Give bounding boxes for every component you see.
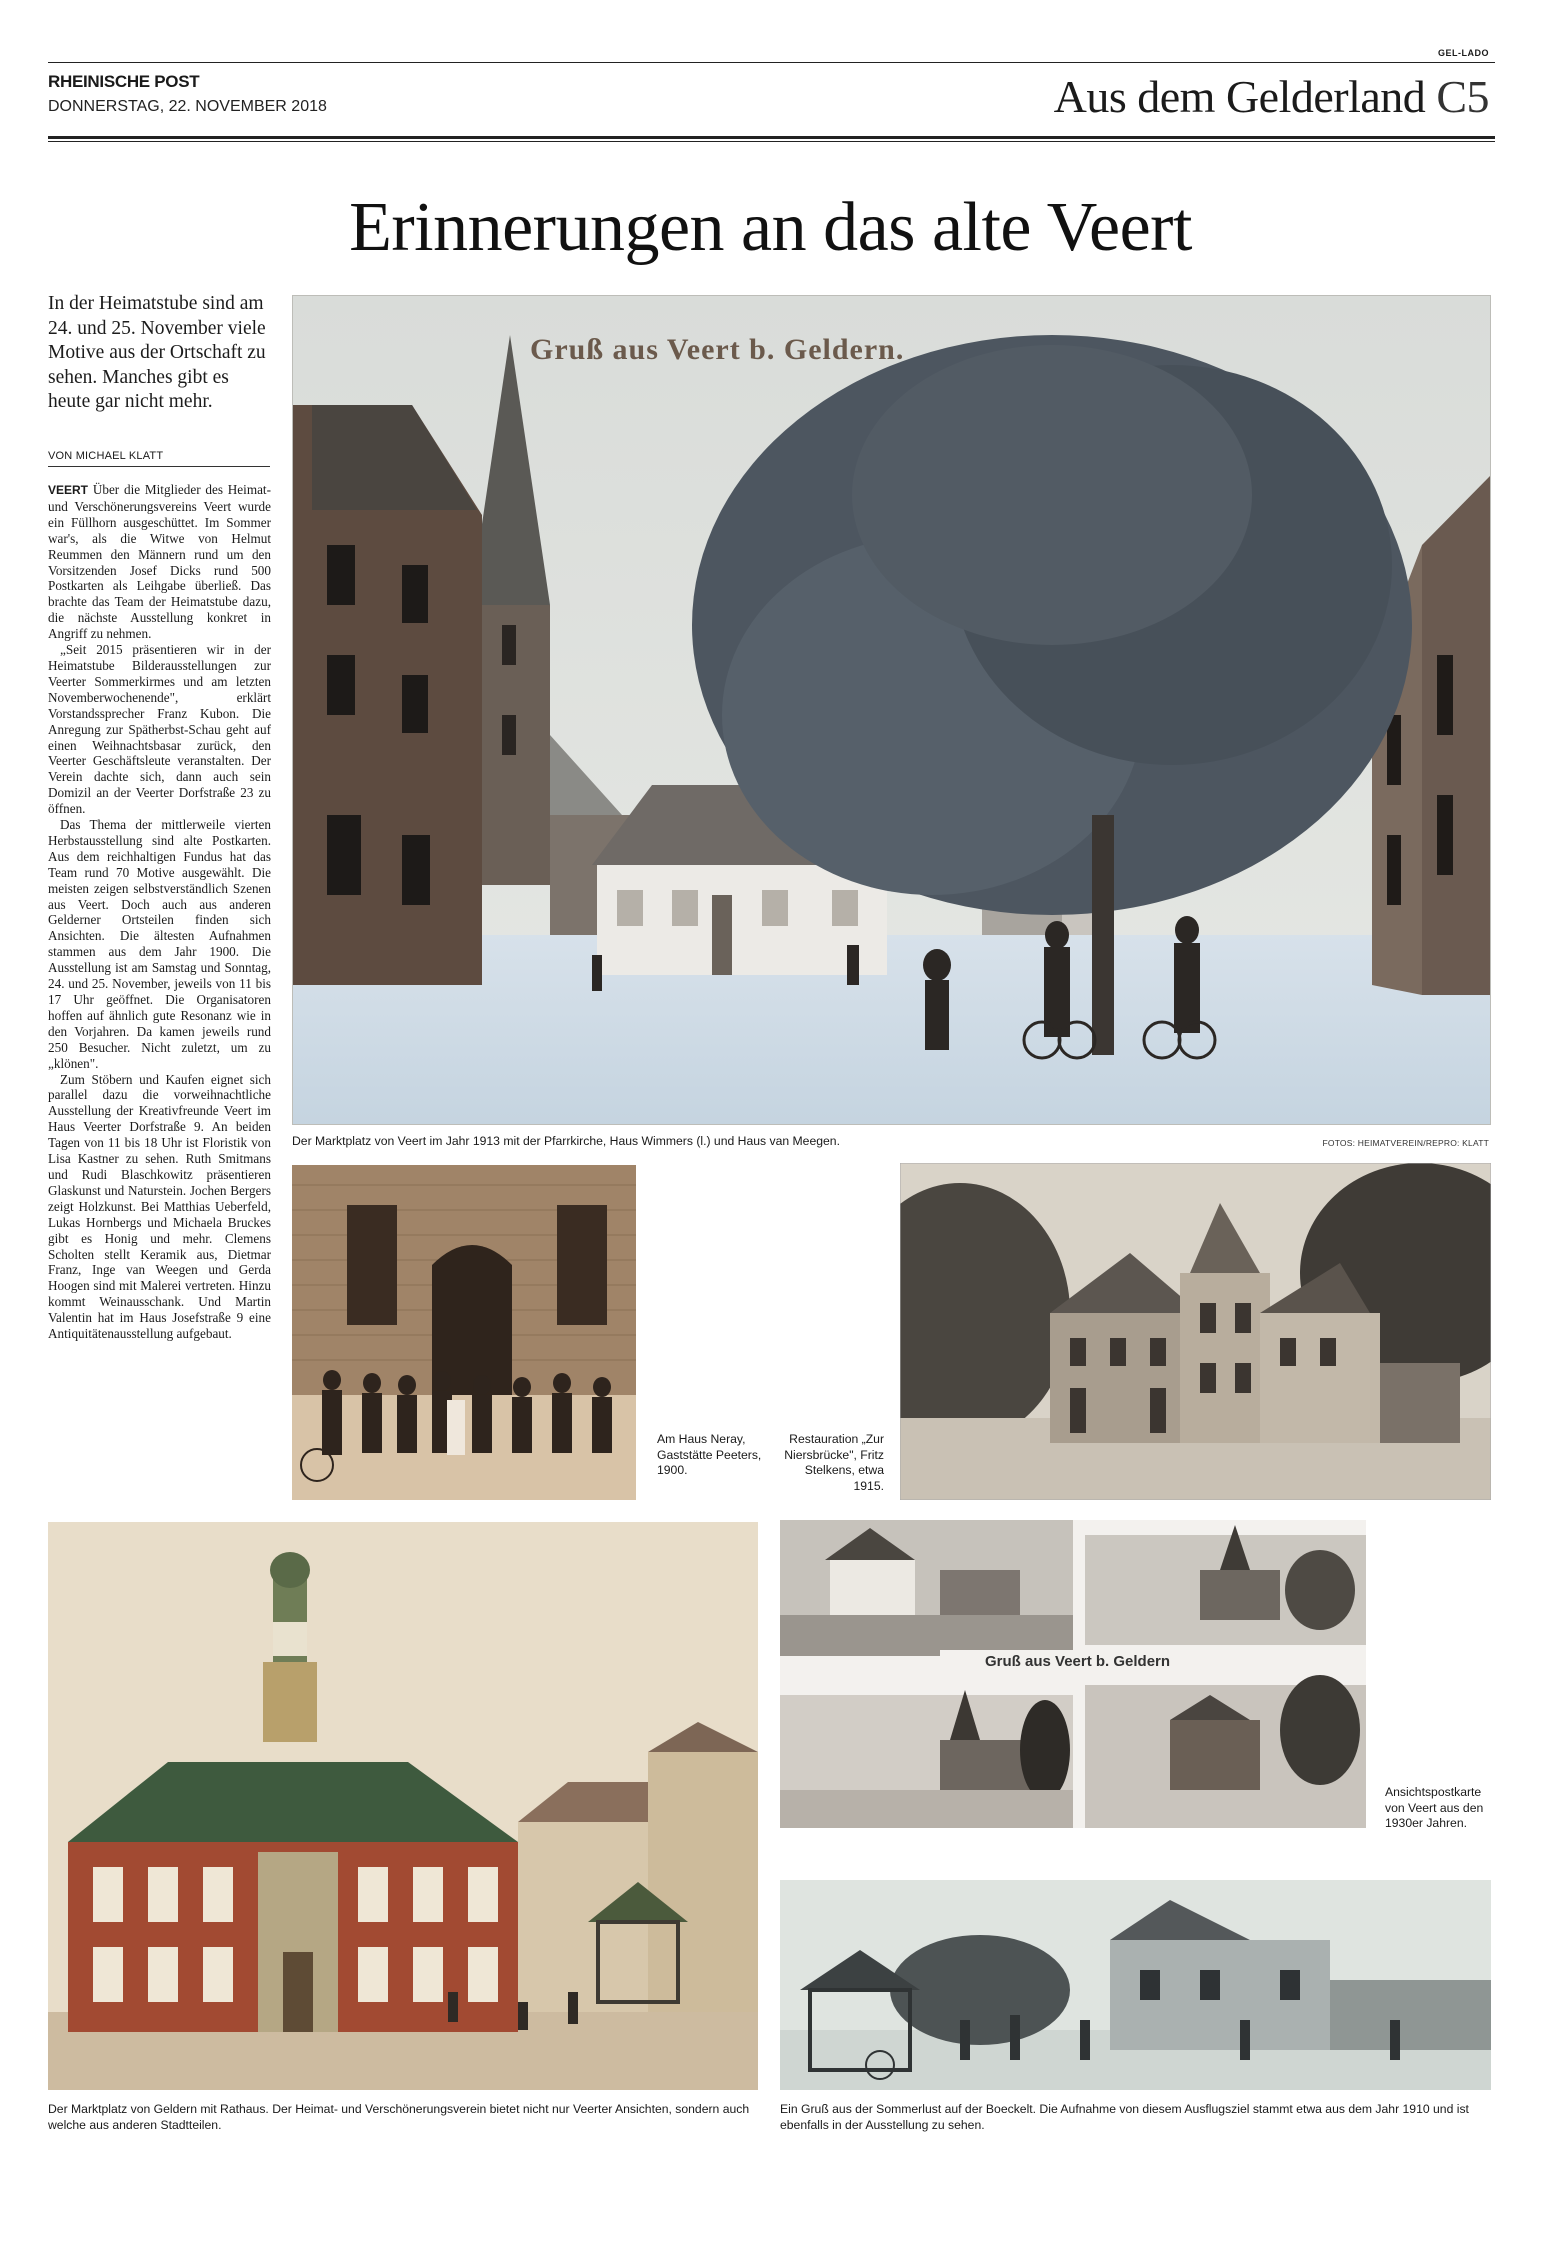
- photo-restauration: [900, 1163, 1491, 1500]
- dateline: VEERT: [48, 483, 89, 497]
- byline-rule: [48, 466, 270, 467]
- section-title: [1054, 70, 1489, 123]
- caption-rathaus-geldern: Der Marktplatz von Geldern mit Rathaus. Der Heimat- und Verschönerungsverein bietet nicht nur Veerter Ansichten, sondern auch welche aus anderen Stadtteilen.: [48, 2102, 750, 2132]
- collage-greeting: Gruß aus Veert b. Geldern: [985, 1653, 1171, 1670]
- article-body: [48, 482, 271, 1342]
- photo-sommerlust: [780, 1880, 1491, 2090]
- paragraph: Das Thema der mittlerweile vierten Herbstausstellung sind alte Postkarten. Aus dem reichhaltigen Fundus hat das Team rund 70 Motive ausgewählt. Die meisten zeigen selbstverständlich Szenen aus Veert. Doch auch aus anderen Gelderner Ortsteilen finden sich Ansichten. Die ältesten Aufnahmen stammen aus dem Jahr 1900. Die Ausstellung ist am Samstag und Sonntag, 24. und 25. November, jeweils von 11 bis 17 Uhr geöffnet. Die Organisatoren hoffen auf ähnlich gute Resonanz wie in den Vorjahren. Da kamen jeweils rund 250 Besucher. Nicht zuletzt, um zu „klönen".: [48, 817, 271, 1071]
- byline: VON MICHAEL KLATT: [48, 450, 164, 462]
- sepia-photo: [900, 1163, 1491, 1500]
- photo-haus-neray: [292, 1165, 636, 1500]
- photo-marktplatz-veert: [292, 295, 1491, 1125]
- sepia-photo: [292, 1165, 636, 1500]
- caption-postcard-collage: Ansichtspostkarte von Veert aus den 1930er Jahren.: [1385, 1785, 1484, 1830]
- caption-restauration: Restauration „Zur Niersbrücke", Fritz Stelkens, etwa 1915.: [784, 1432, 884, 1493]
- header-rule: [48, 62, 1495, 63]
- article-headline: Erinnerungen an das alte Veert: [349, 189, 1192, 266]
- paragraph: [48, 482, 271, 642]
- multi-view-postcard: [780, 1520, 1366, 1828]
- paragraph: Zum Stöbern und Kaufen eignet sich parallel dazu die vorweihnachtliche Ausstellung der Kreativfreunde Veert im Haus Veerter Dorfstraße 9. An beiden Tagen von 11 bis 18 Uhr ist Floristik von Lisa Kastner zu sehen. Ruth Smitmans und Rudi Blaschkowitz präsentieren Glaskunst und Naturstein. Jochen Bergers zeigt Holzkunst. Bei Matthias Ueberfeld, Lukas Hornbergs und Michaela Bruckes gibt es Honig und mehr. Clemens Scholten stellt Keramik aus, Dietmar Franz, Inge van Weegen und Gerda Hoogen sind mit Malerei vertreten. Hinzu kommt Weinausschank. Und Martin Valentin hat im Haus Josefstraße 9 eine Antiquitätenausstellung aufgebaut.: [48, 1071, 271, 1342]
- header-rule-thick: [48, 136, 1495, 139]
- issue-date: DONNERSTAG, 22. NOVEMBER 2018: [48, 98, 327, 115]
- postcard-greeting: Gruß aus Veert b. Geldern.: [530, 333, 905, 366]
- sepia-photo: [780, 1880, 1491, 2090]
- caption-haus-neray: Am Haus Neray, Gaststätte Peeters, 1900.: [657, 1432, 762, 1477]
- caption-marktplatz-veert: Der Marktplatz von Veert im Jahr 1913 mit der Pfarrkirche, Haus Wimmers (l.) und Haus van Meegen.: [292, 1134, 840, 1148]
- photo-postcard-collage: [780, 1520, 1366, 1828]
- article-lede: In der Heimatstube sind am 24. und 25. November viele Motive aus der Ortschaft zu sehen. Manches gibt es heute gar nicht mehr.: [48, 293, 266, 412]
- header-rule-thin: [48, 141, 1495, 142]
- caption-sommerlust: Ein Gruß aus der Sommerlust auf der Boeckelt. Die Aufnahme von diesem Ausflugsziel stammt etwa aus dem Jahr 1910 und ist ebenfalls in der Ausstellung zu sehen.: [780, 2102, 1469, 2132]
- postcard-image: [292, 295, 1491, 1125]
- photo-rathaus-geldern: [48, 1522, 758, 2090]
- page-tag: GEL-LADO: [1438, 48, 1489, 58]
- page-number: C5: [1436, 71, 1489, 122]
- section-name: Aus dem Gelderland: [1053, 71, 1426, 122]
- paragraph-text: Über die Mitglieder des Heimat- und Verschönerungsvereins Veert wurde ein Füllhorn ausgeschüttet. Im Sommer war's, als die Witwe von Helmut Reummen den Männern rund um den Vorsitzenden Josef Dicks rund 500 Postkarten als Leihgabe überließ. Das brachte das Team der Heimatstube dazu, die nächste Ausstellung konkret in Angriff zu nehmen.: [48, 482, 271, 642]
- colored-postcard: [48, 1522, 758, 2090]
- paragraph: „Seit 2015 präsentieren wir in der Heimatstube Bilderausstellungen zur Veerter Sommerkirmes und am letzten Novemberwochenende", erklärt Vorstandssprecher Franz Kubon. Die Anregung zur Spätherbst-Schau geht auf einen Weihnachtsbasar zurück, den Veerter Geschäftsleute veranstalten. Der Verein dachte sich, dann auch sein Domizil an der Veerter Dorfstraße 23 zu öffnen.: [48, 642, 271, 817]
- newspaper-name: RHEINISCHE POST: [48, 72, 200, 91]
- photo-credit: FOTOS: HEIMATVEREIN/REPRO: KLATT: [1322, 1138, 1489, 1148]
